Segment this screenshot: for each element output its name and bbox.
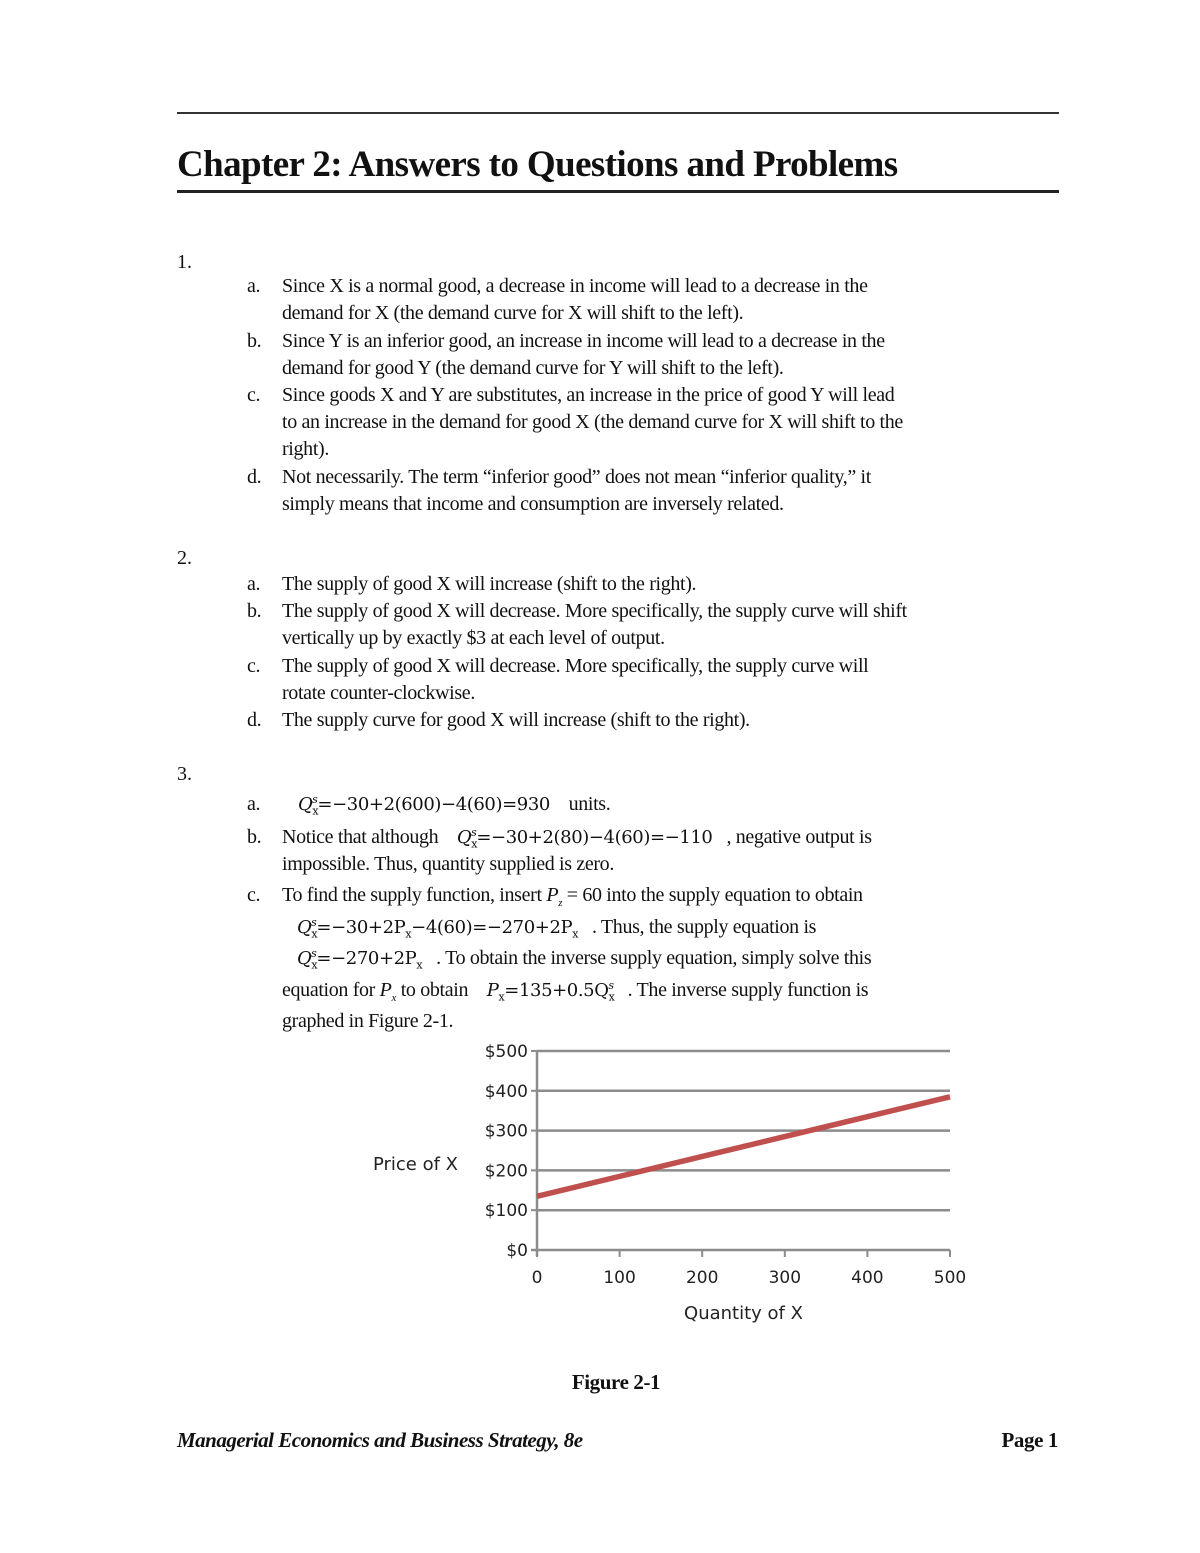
item-line: graphed in Figure 2-1. xyxy=(282,1010,454,1032)
item-text: Notice that although xyxy=(282,826,439,848)
x-tick-label: 300 xyxy=(768,1268,802,1288)
header-rule xyxy=(177,112,1059,114)
item-line: Since X is a normal good, a decrease in income will lead to a decrease in the xyxy=(282,275,868,297)
supply-line xyxy=(537,1097,950,1197)
item-line: rotate counter-clockwise. xyxy=(282,682,475,704)
item-line: impossible. Thus, quantity supplied is zero. xyxy=(282,853,614,875)
y-tick-label: $200 xyxy=(484,1161,528,1182)
answer-item xyxy=(247,791,1057,818)
item-line: simply means that income and consumption are inversely related. xyxy=(282,493,784,515)
item-label: c. xyxy=(247,655,261,677)
answer-item xyxy=(247,707,1057,734)
item-label: d. xyxy=(247,466,262,488)
answer-item xyxy=(247,571,1057,598)
item-line: Since Y is an inferior good, an increase in income will lead to a decrease in the xyxy=(282,330,885,352)
answer-item xyxy=(247,273,1057,327)
x-tick-label: 0 xyxy=(531,1268,543,1288)
y-tick-label: $500 xyxy=(484,1042,528,1062)
item-line: Since goods X and Y are substitutes, an increase in the price of good Y will lead xyxy=(282,384,895,406)
answer-item: c. To find the supply function, insert $P_z = 60$ into the supply equation to obtain $Q_x^s=-30+2P_x-4(60)=-270+2P_x$ . Thus, the supply equation is $Q_x^s=-270+2P_x$ . To obtain the inverse supply equation, simply solve this equation for $P_x$ to obtain $P_x=135+0.5Q_x^s$ . The inverse supply function is graphed in Figure 2-1. xyxy=(247,880,1057,1038)
answer-item xyxy=(247,382,1057,463)
item-line: right). xyxy=(282,438,329,460)
equation: $Q_x^s=-30+2P_x-4(60)=-270+2P_x$ xyxy=(297,915,579,941)
item-line: The supply of good X will increase (shift to the right). xyxy=(282,573,697,595)
footer-book-title: Managerial Economics and Business Strategy, 8e xyxy=(177,1428,583,1452)
item-line: The supply curve for good X will increase (shift to the right). xyxy=(282,709,750,731)
footer-page-number: Page 1 xyxy=(1001,1428,1058,1452)
item-label: a. xyxy=(247,793,261,815)
item-text: units. xyxy=(568,793,611,815)
equation: $Q_x^s=-30+2(80)-4(60)=-110$ xyxy=(456,826,713,851)
y-tick-label: $0 xyxy=(506,1241,528,1261)
question-number: 1. xyxy=(177,251,192,273)
figure-caption: Figure 2-1 xyxy=(571,1370,661,1394)
item-label: c. xyxy=(247,884,261,906)
y-tick-label: $100 xyxy=(484,1201,528,1222)
item-label: d. xyxy=(247,709,262,731)
item-line: The supply of good X will decrease. More specifically, the supply curve will xyxy=(282,655,869,677)
x-tick-label: 500 xyxy=(933,1268,967,1288)
y-tick-label: $300 xyxy=(484,1121,528,1142)
page-title: Chapter 2: Answers to Questions and Problems xyxy=(177,142,1059,193)
x-tick-label: 200 xyxy=(685,1268,719,1288)
question-number: 2. xyxy=(177,547,192,569)
chart-canvas xyxy=(340,1035,1000,1335)
item-line: demand for X (the demand curve for X will shift to the left). xyxy=(282,302,744,324)
x-tick-label: 100 xyxy=(603,1268,636,1288)
x-axis-label: Quantity of X xyxy=(684,1303,803,1324)
item-label: c. xyxy=(247,384,261,406)
equation: $Q_x^s=-270+2P_x$ xyxy=(297,947,423,972)
answer-item xyxy=(247,328,1057,382)
item-label: b. xyxy=(247,826,262,848)
y-tick-label: $400 xyxy=(484,1081,528,1102)
x-tick-label: 400 xyxy=(851,1268,884,1288)
item-line: Not necessarily. The term “inferior good” does not mean “inferior quality,” it xyxy=(282,466,871,488)
item-label: a. xyxy=(247,573,261,595)
equation: $P_x=135+0.5Q_x^s$ xyxy=(486,978,615,1004)
equation: $Q_x^s=-30+2(600)-4(60)=930$ xyxy=(298,793,550,818)
answer-item xyxy=(247,464,1057,518)
answer-item xyxy=(247,598,1057,652)
item-text: , negative output is xyxy=(726,826,872,848)
answer-item xyxy=(247,653,1057,707)
item-label: b. xyxy=(247,330,262,352)
answer-item xyxy=(247,824,1057,878)
item-line: demand for good Y (the demand curve for Y will shift to the left). xyxy=(282,357,784,379)
item-label: b. xyxy=(247,600,262,622)
inverse-supply-chart xyxy=(340,1035,1000,1335)
item-line: to an increase in the demand for good X (the demand curve for X will shift to the xyxy=(282,411,903,433)
item-line: The supply of good X will decrease. More specifically, the supply curve will shift xyxy=(282,600,907,622)
y-axis-label: Price of X xyxy=(372,1154,458,1175)
question-number: 3. xyxy=(177,763,192,785)
item-line: vertically up by exactly $3 at each level of output. xyxy=(282,627,665,649)
item-label: a. xyxy=(247,275,261,297)
